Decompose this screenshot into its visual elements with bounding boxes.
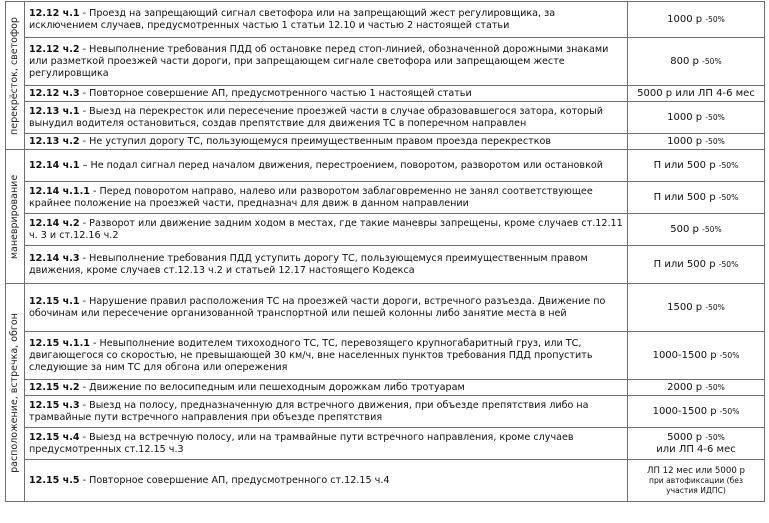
fine-amount: 500 р — [670, 223, 703, 235]
article-code: 12.15 ч.3 — [29, 399, 80, 411]
fine-cell — [628, 284, 765, 332]
fine-amount: 2000 р — [667, 381, 706, 393]
violation-text: – Не подал сигнал перед началом движения, перестроением, поворотом, разворотом или остановкой — [79, 159, 603, 171]
violation-text: - Нарушение правил расположения ТС на проезжей части дороги, встречного разъезда. Движение по обочинам или пересечение организованной транспортной или пешей колонны либо занятие места в ней — [29, 295, 606, 319]
fine-amount: П или 500 р — [653, 191, 719, 203]
article-code: 12.12 ч.1 — [29, 7, 80, 19]
violation-text: - Перед поворотом направо, налево или разворотом заблаговременно не занял соответствующее крайнее положение на проезжей части, предназнач для движ в данном направлении — [29, 185, 593, 209]
violation-description — [25, 150, 628, 182]
fine-cell — [628, 332, 765, 380]
discount-badge: -50% — [718, 160, 739, 170]
fine-cell — [628, 134, 765, 150]
table-row — [6, 396, 765, 428]
group-label-cell — [6, 150, 25, 284]
article-code: 12.15 ч.1 — [29, 295, 80, 307]
violation-text: - Выезд на перекресток или пересечение проезжей части в случае образовавшегося затора, который вынудил водителя остановиться, создав препятствие для движения ТС в поперечном направлен — [29, 105, 603, 129]
fines-table — [5, 1, 765, 502]
violation-description — [25, 38, 628, 86]
table-row — [6, 86, 765, 102]
fine-cell — [628, 102, 765, 134]
article-code: 12.14 ч.1.1 — [29, 185, 90, 197]
violation-description — [25, 214, 628, 246]
discount-badge: -50% — [705, 136, 725, 146]
fine-amount: П или 500 р — [653, 159, 719, 171]
table-row — [6, 134, 765, 150]
group-label: перекрёсток, светофор — [9, 16, 20, 135]
violation-text: - Не уступил дорогу ТС, пользующемуся преимущественным правом проезда перекрестков — [79, 135, 552, 147]
discount-badge: -50% — [705, 14, 725, 24]
fine-cell — [628, 2, 765, 38]
discount-badge: -50% — [702, 56, 722, 66]
fine-amount: 1000 р — [667, 13, 706, 25]
fine-amount: 1500 р — [667, 301, 706, 313]
fine-cell — [628, 38, 765, 86]
violation-description — [25, 284, 628, 332]
group-label: маневрирование — [9, 174, 20, 259]
group-label-cell — [6, 2, 25, 150]
violation-description — [25, 246, 628, 284]
discount-badge: -50% — [702, 224, 722, 234]
table-row — [6, 2, 765, 38]
discount-badge: -50% — [705, 432, 725, 442]
table-row — [6, 380, 765, 396]
fine-cell — [628, 460, 765, 502]
fine-cell — [628, 214, 765, 246]
table-row — [6, 246, 765, 284]
violation-text: - Движение по велосипедным или пешеходным дорожкам либо тротуарам — [79, 381, 465, 393]
fine-amount: 1000-1500 р — [652, 349, 720, 361]
table-row — [6, 332, 765, 380]
violation-text: - Повторное совершение АП, предусмотренного ст.12.15 ч.4 — [79, 474, 390, 486]
violation-description — [25, 2, 628, 38]
table-row — [6, 214, 765, 246]
violation-description — [25, 460, 628, 502]
article-code: 12.14 ч.3 — [29, 252, 80, 264]
table-row — [6, 38, 765, 86]
fine-amount: 5000 р или ЛП 4-6 мес — [637, 87, 755, 99]
fine-amount: ЛП 12 мес или 5000 р — [646, 465, 745, 476]
article-code: 12.13 ч.1 — [29, 105, 80, 117]
group-label: расположение, встречка, обгон — [9, 312, 20, 473]
discount-badge: -50% — [705, 302, 725, 312]
table-row — [6, 102, 765, 134]
discount-badge: -50% — [718, 259, 739, 269]
fine-alternative: или ЛП 4-6 мес — [656, 443, 736, 455]
fine-cell — [628, 380, 765, 396]
fine-amount: 800 р — [670, 55, 703, 67]
violation-text: - Выезд на полосу, предназначенную для встречного движения, при объезде препятствия либо на трамвайные пути встречного направления при объезде препятствия — [29, 399, 589, 423]
fine-amount: П или 500 р — [653, 258, 719, 270]
fine-note: при автофиксации (без участия ИДПС) — [649, 476, 743, 495]
article-code: 12.15 ч.2 — [29, 381, 80, 393]
article-code: 12.14 ч.2 — [29, 217, 80, 229]
fine-amount: 1000 р — [667, 135, 706, 147]
violation-description — [25, 86, 628, 102]
fine-amount: 1000-1500 р — [652, 405, 720, 417]
fine-cell — [628, 150, 765, 182]
violation-description — [25, 134, 628, 150]
violation-text: - Проезд на запрещающий сигнал светофора или на запрещающий жест регулировщика, за исключением случаев, предусмотренных частью 1 статьи 12.10 и частью 2 настоящей статьи — [29, 7, 556, 31]
fine-cell — [628, 86, 765, 102]
article-code: 12.15 ч.1.1 — [29, 337, 90, 349]
table-row — [6, 182, 765, 214]
fine-amount: 5000 р — [667, 431, 706, 443]
fine-cell — [628, 246, 765, 284]
violation-text: - Невыполнение требования ПДД уступить дорогу ТС, пользующемуся преимущественным правом движения, кроме случаев ст.12.13 ч.2 и статьей 12.17 настоящего Кодекса — [29, 252, 588, 276]
violation-description — [25, 428, 628, 460]
table-row — [6, 150, 765, 182]
violation-description — [25, 332, 628, 380]
discount-badge: -50% — [719, 406, 740, 416]
discount-badge: -50% — [718, 192, 739, 202]
fine-cell — [628, 428, 765, 460]
fine-cell — [628, 396, 765, 428]
violation-text: - Невыполнение требования ПДД об остановке перед стоп-линией, обозначенной дорожными знаками или разметкой проезжей части дороги, при запрещающем сигнале светофора или запрещающем жесте регулировщика — [29, 43, 609, 79]
discount-badge: -50% — [705, 382, 725, 392]
fine-cell — [628, 182, 765, 214]
group-label-cell — [6, 284, 25, 502]
article-code: 12.15 ч.4 — [29, 431, 80, 443]
violation-description — [25, 380, 628, 396]
violation-text: - Невыполнение водителем тихоходного ТС, ТС, перевозящего крупногабаритный груз, или ТС, двигающегося со скоростью, не превышающей 30 км/ч, вне населенных пунктов требования ПДД пропустить следующие за ним ТС для обгона или опережения — [29, 337, 593, 373]
article-code: 12.15 ч.5 — [29, 474, 80, 486]
table-row — [6, 428, 765, 460]
violation-text: - Повторное совершение АП, предусмотренного частью 1 настоящей статьи — [79, 87, 472, 99]
violation-description — [25, 182, 628, 214]
violation-text: - Выезд на встречную полосу, или на трамвайные пути встречного направления, кроме случаев предусмотренных ст.12.15 ч.3 — [29, 431, 574, 455]
article-code: 12.12 ч.2 — [29, 43, 80, 55]
violation-text: - Разворот или движение задним ходом в местах, где такие маневры запрещены, кроме случаев ст.12.11 ч. 3 и ст.12.16 ч.2 — [29, 217, 623, 241]
discount-badge: -50% — [705, 112, 725, 122]
article-code: 12.14 ч.1 — [29, 159, 80, 171]
table-row — [6, 460, 765, 502]
table-row — [6, 284, 765, 332]
article-code: 12.13 ч.2 — [29, 135, 80, 147]
article-code: 12.12 ч.3 — [29, 87, 80, 99]
fine-amount: 1000 р — [667, 111, 706, 123]
violation-description — [25, 102, 628, 134]
violation-description — [25, 396, 628, 428]
discount-badge: -50% — [719, 350, 740, 360]
